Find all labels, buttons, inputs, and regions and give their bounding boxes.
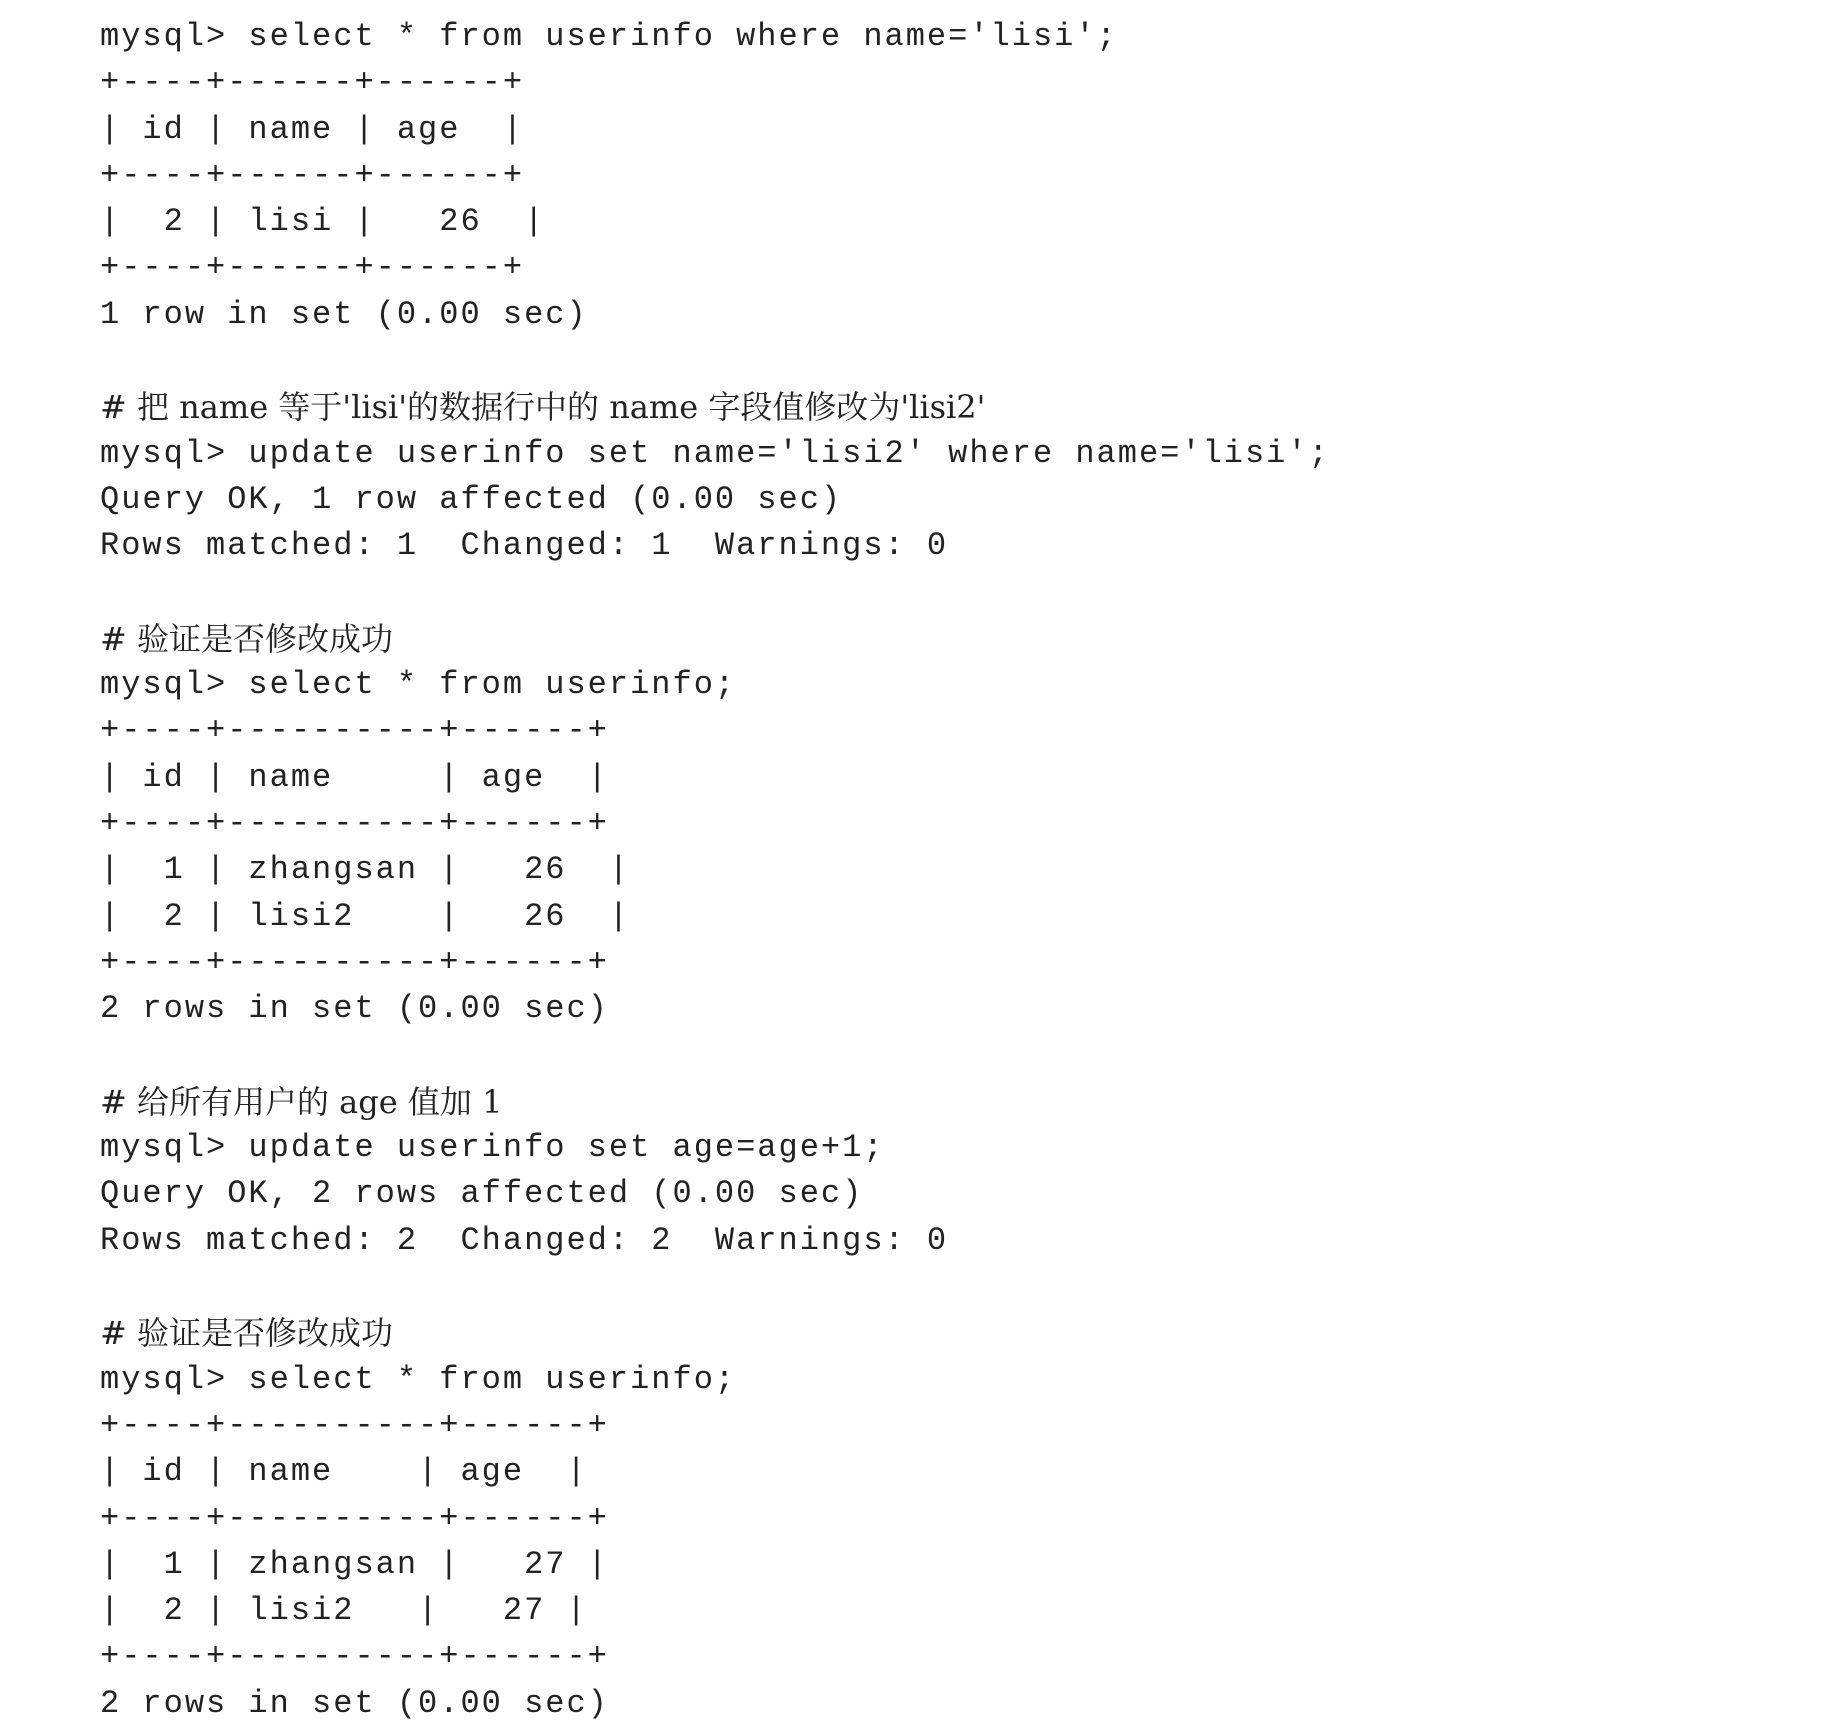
- result-line: 2 rows in set (0.00 sec): [100, 990, 609, 1028]
- table-row: | 2 | lisi2 | 27 |: [100, 1592, 588, 1630]
- comment-line: # 给所有用户的 age 值加 1: [100, 1082, 503, 1121]
- table-header-line: | id | name | age |: [100, 1453, 588, 1491]
- blank-line: [100, 1033, 1834, 1079]
- command-line: mysql> select * from userinfo;: [100, 666, 737, 704]
- command-line: mysql> select * from userinfo where name='lisi';: [100, 18, 1118, 55]
- table-border-line: +----+----------+------+: [100, 943, 609, 981]
- command-line: mysql> update userinfo set name='lisi2' where name='lisi';: [100, 434, 1330, 472]
- table-row: | 2 | lisi2 | 26 |: [100, 897, 631, 935]
- result-line: 1 row in set (0.00 sec): [100, 295, 588, 333]
- result-line: Rows matched: 1 Changed: 1 Warnings: 0: [100, 527, 949, 565]
- blank-line: [100, 338, 1834, 384]
- command-line: mysql> update userinfo set age=age+1;: [100, 1129, 885, 1167]
- comment-line: # 验证是否修改成功: [100, 1314, 393, 1353]
- result-line: Rows matched: 2 Changed: 2 Warnings: 0: [100, 1221, 949, 1259]
- table-border-line: +----+------+------+: [100, 249, 525, 287]
- table-border-line: +----+----------+------+: [100, 1406, 609, 1444]
- comment-line: # 把 name 等于'lisi'的数据行中的 name 字段值修改为'lisi2': [100, 388, 986, 427]
- command-line: mysql> select * from userinfo;: [100, 1360, 737, 1398]
- table-header-line: | id | name | age |: [100, 110, 525, 148]
- table-border-line: +----+----------+------+: [100, 805, 609, 843]
- table-row: | 1 | zhangsan | 26 |: [100, 851, 631, 889]
- table-border-line: +----+----------+------+: [100, 1638, 609, 1676]
- table-row: | 2 | lisi | 26 |: [100, 203, 546, 241]
- table-border-line: +----+----------+------+: [100, 712, 609, 750]
- comment-line: # 验证是否修改成功: [100, 619, 393, 658]
- result-line: Query OK, 2 rows affected (0.00 sec): [100, 1175, 864, 1213]
- table-border-line: +----+----------+------+: [100, 1499, 609, 1537]
- result-line: 2 rows in set (0.00 sec): [100, 1684, 609, 1722]
- blank-line: [100, 1264, 1834, 1310]
- result-line: Query OK, 1 row affected (0.00 sec): [100, 480, 843, 518]
- table-header-line: | id | name | age |: [100, 758, 609, 796]
- blank-line: [100, 570, 1834, 616]
- table-border-line: +----+------+------+: [100, 156, 525, 194]
- table-border-line: +----+------+------+: [100, 64, 525, 102]
- table-row: | 1 | zhangsan | 27 |: [100, 1545, 609, 1583]
